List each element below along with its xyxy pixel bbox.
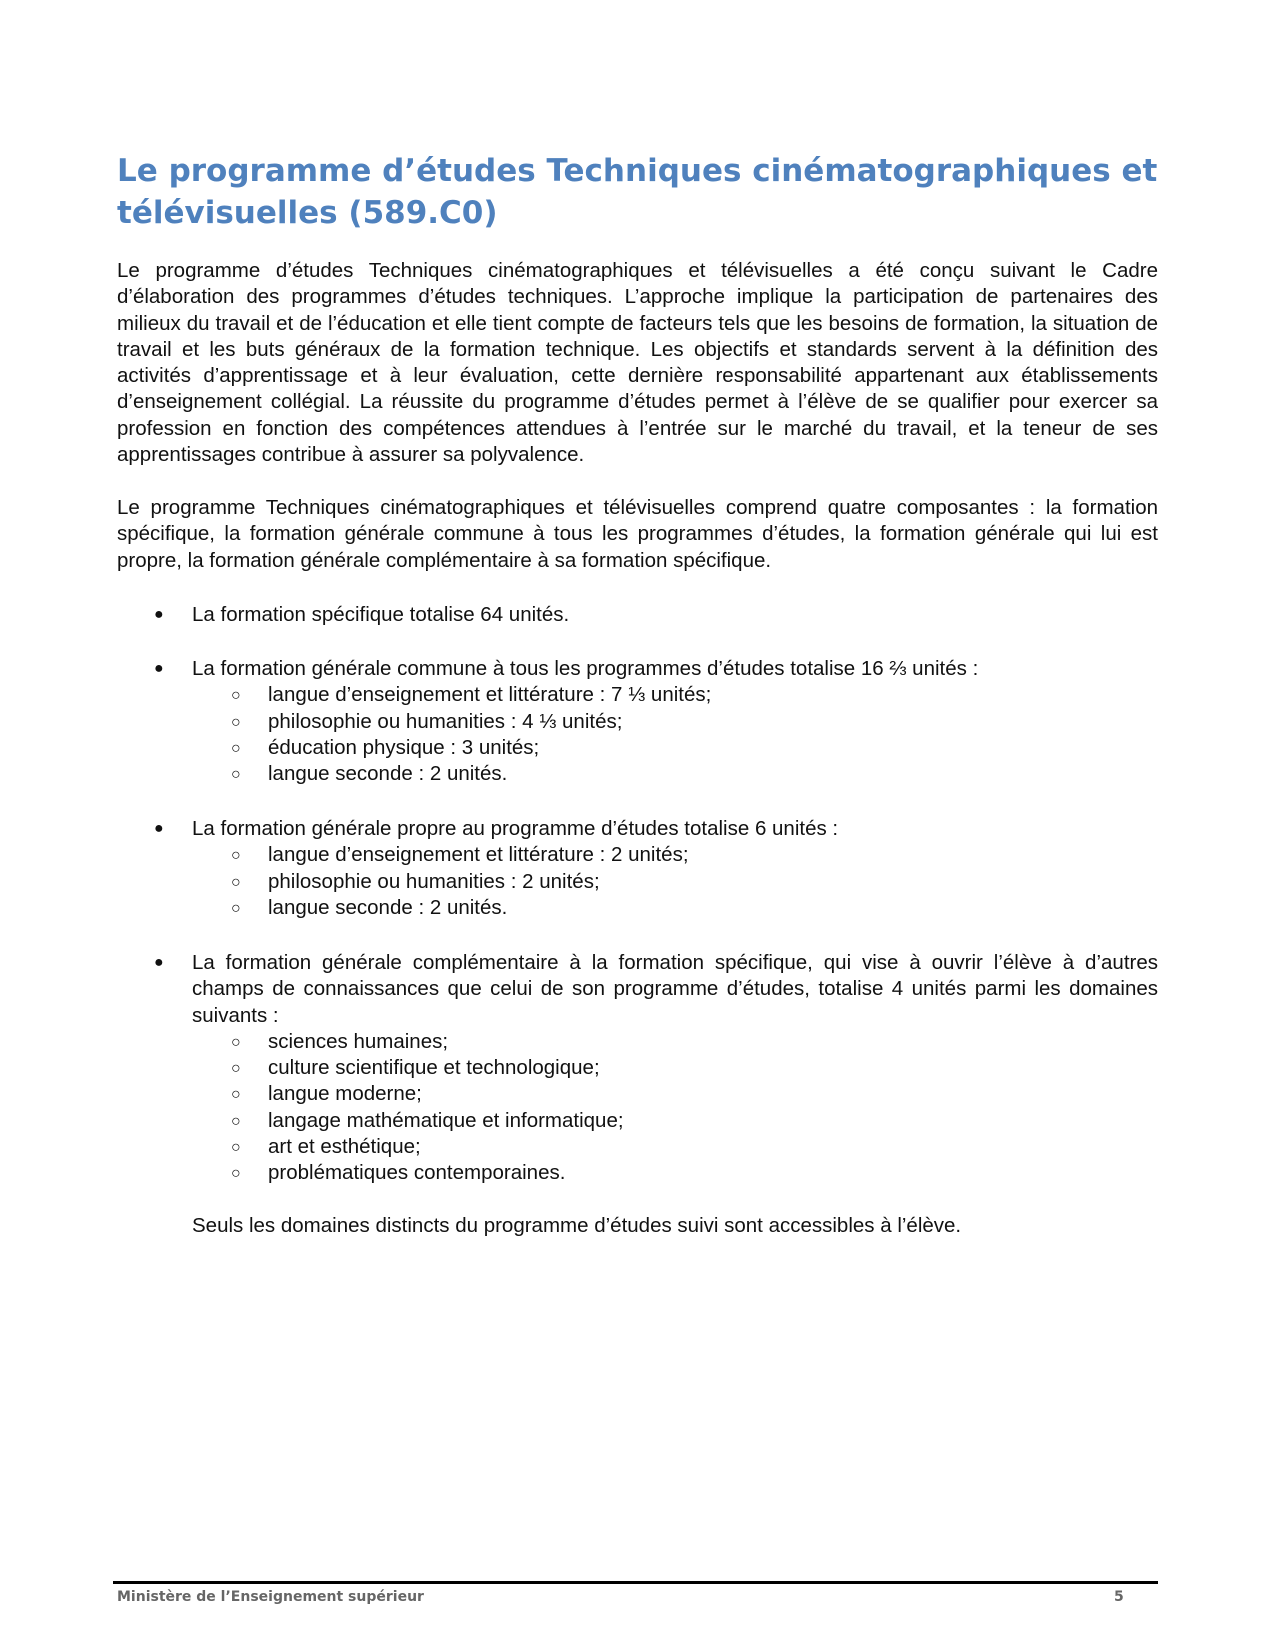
sub-list-item: [192, 1055, 1158, 1081]
sub-list-item: [192, 1160, 1158, 1186]
sub-item-text: problématiques contemporaines.: [268, 1161, 566, 1185]
circle-bullet-icon: ○: [231, 1033, 241, 1051]
bullet-icon: ●: [154, 660, 164, 677]
sub-list-item: [192, 1108, 1158, 1134]
sub-item-text: art et esthétique;: [268, 1135, 421, 1159]
footer-divider: [113, 1581, 1158, 1584]
sub-list-item: [192, 869, 1158, 895]
list-item: [154, 950, 1158, 1187]
bullet-icon: ●: [154, 820, 164, 837]
sub-list-item: [192, 1134, 1158, 1160]
components-paragraph: Le programme Techniques cinématographiques et télévisuelles comprend quatre composantes : la formation spécifique, la formation générale commune à tous les programmes d’études, la formation générale qui lui est propre, la formation générale complémentaire à sa formation spécifique.: [117, 496, 1158, 572]
sub-item-text: éducation physique : 3 unités;: [268, 735, 540, 759]
list-item: [154, 816, 1158, 921]
circle-bullet-icon: ○: [231, 739, 241, 757]
footer-ministry: Ministère de l’Enseignement supérieur: [117, 1589, 424, 1605]
bullet-text: La formation générale commune à tous les programmes d’études totalise 16 ⅔ unités :: [192, 657, 979, 680]
circle-bullet-icon: ○: [231, 873, 241, 891]
list-item: [154, 656, 1158, 787]
bullet-text: La formation générale complémentaire à la formation spécifique, qui vise à ouvrir l’élève à d’autres champs de connaissances que celui de son programme d’études, totalise 4 unités parmi les domaines suivants :: [192, 951, 1158, 1027]
sub-list-item: [192, 761, 1158, 787]
circle-bullet-icon: ○: [231, 847, 241, 865]
sub-item-text: culture scientifique et technologique;: [268, 1056, 600, 1080]
sub-item-text: philosophie ou humanities : 4 ⅓ unités;: [268, 709, 623, 733]
bullet-text: La formation générale propre au programme d’études totalise 6 unités :: [192, 817, 839, 840]
sub-list: [116, 842, 1158, 921]
sub-item-text: langue moderne;: [268, 1082, 422, 1106]
page-title: Le programme d’études Techniques cinématographiques et télévisuelles (589.C0): [117, 153, 1158, 231]
circle-bullet-icon: ○: [231, 1086, 241, 1104]
sub-item-text: langue d’enseignement et littérature : 2 unités;: [268, 843, 689, 867]
bullet-text: La formation spécifique totalise 64 unités.: [192, 603, 570, 626]
sub-list-item: [192, 735, 1158, 761]
page-number: 5: [1114, 1589, 1124, 1605]
circle-bullet-icon: ○: [231, 687, 241, 705]
sub-item-text: sciences humaines;: [268, 1029, 449, 1053]
sub-list-item: [192, 682, 1158, 708]
sub-item-text: langue d’enseignement et littérature : 7 ⅓ unités;: [268, 683, 712, 707]
bullet-icon: ●: [154, 954, 164, 971]
sub-item-text: langue seconde : 2 unités.: [268, 895, 508, 919]
bullet-icon: ●: [154, 606, 164, 623]
circle-bullet-icon: ○: [231, 766, 241, 784]
sub-list-item: [192, 1029, 1158, 1055]
circle-bullet-icon: ○: [231, 899, 241, 917]
list-item: [154, 602, 1158, 628]
sub-list: [116, 682, 1158, 787]
circle-bullet-icon: ○: [231, 1165, 241, 1183]
sub-item-text: langue seconde : 2 unités.: [268, 762, 508, 786]
sub-list-item: [192, 1081, 1158, 1107]
sub-list-item: [192, 709, 1158, 735]
circle-bullet-icon: ○: [231, 1060, 241, 1078]
circle-bullet-icon: ○: [231, 1139, 241, 1157]
sub-list-item: [192, 895, 1158, 921]
circle-bullet-icon: ○: [231, 713, 241, 731]
sub-item-text: philosophie ou humanities : 2 unités;: [268, 869, 600, 893]
sub-item-text: langage mathématique et informatique;: [268, 1108, 624, 1132]
circle-bullet-icon: ○: [231, 1112, 241, 1130]
sub-list-item: [192, 842, 1158, 868]
intro-paragraph: Le programme d’études Techniques cinématographiques et télévisuelles a été conçu suivant le Cadre d’élaboration des programmes d’études techniques. L’approche implique la participation de partenaires des milieux du travail et de l’éducation et elle tient compte de facteurs tels que les besoins de formation, la situation de travail et les buts généraux de la formation technique. Les objectifs et standards servent à la définition des activités d’apprentissage et à leur évaluation, cette dernière responsabilité appartenant aux établissements d’enseignement collégial. La réussite du programme d’études permet à l’élève de se qualifier pour exercer sa profession en fonction des compétences attendues à l’entrée sur le marché du travail, et la teneur de ses apprentissages contribue à assurer sa polyvalence.: [117, 259, 1158, 467]
closing-note: Seuls les domaines distincts du programme d’études suivi sont accessibles à l’élève.: [192, 1214, 962, 1237]
sub-list: [116, 1029, 1158, 1187]
